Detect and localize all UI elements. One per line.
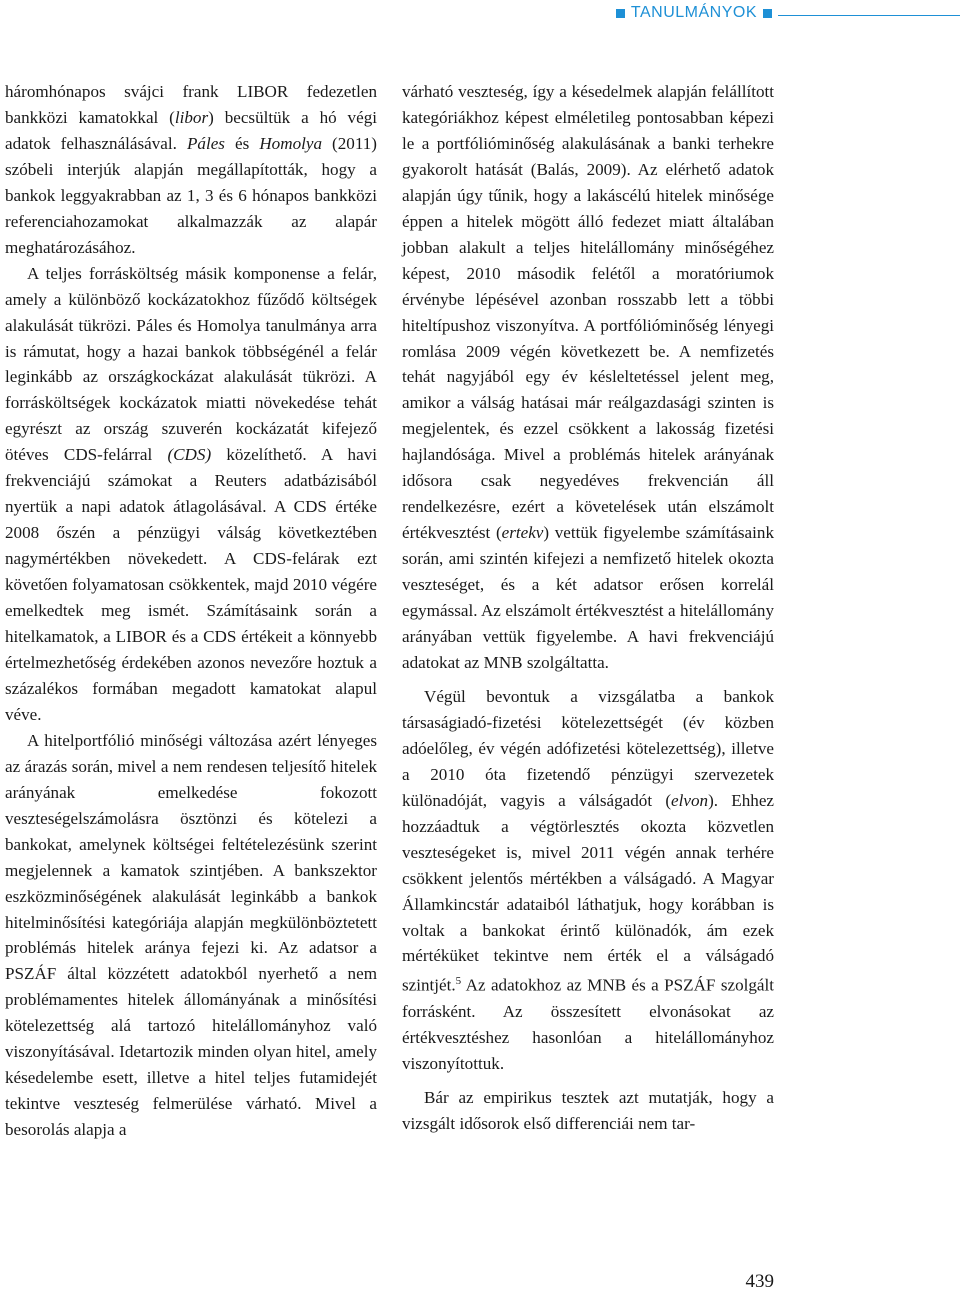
italic-term: Homolya [259, 133, 322, 153]
page-number: 439 [745, 1271, 774, 1292]
left-column [5, 79, 377, 1143]
text-segment: várható veszteség, így a késedelmek alapján felállított kategóriákhoz képest elméletileg pontosabban képezi le a portfólióminőség alakulásának a banki terhekre gyakorolt hatását (Balás, 2009). Az elérhető adatok alapján úgy tűnik, hogy a lakáscélú hitelek minősége éppen a hitelek mögött álló fedezet miatt általában jobban alakult a teljes hitelállomány minőségéhez képest, 2010 második felétől a moratóriumok érvénybe lépésével azonban rosszabb lett a többi hiteltípushoz viszonyítva. A portfólióminőség lényegi romlása 2009 végén következett be. A nemfizetés tehát nagyjából egy év késleltetéssel jelent meg, amikor a válság hatásai már reálgazdasági szinten is megjelentek, és ezzel csökkent a lakosság fizetési hajlandósága. Mivel a problémás hitelek arányának idősora csak negyedéves frekvencián áll rendelkezésre, ezért a követelések után elszámolt értékvesztést ( [402, 82, 774, 543]
paragraph [402, 1085, 774, 1137]
paragraph [5, 261, 377, 728]
text-segment: háromhónapos svájci frank LIBOR fedezetlen bankközi kamatokkal ( [5, 82, 377, 127]
header-square-right-icon [763, 9, 772, 18]
text-segment: Bár az empirikus tesztek azt mutatják, hogy a vizsgált idősorok első differenciái nem tar- [402, 1087, 774, 1133]
text-segment: A hitelportfólió minőségi változása azért lényeges az árazás során, mivel a nem rendesen teljesítő hitelek arányának emelkedése fokozott veszteségelszámolásra ösztönzi és kötelezi a bankokat, amelynek költségei feltételezésünk szerint megjelennek a kamatok szintjében. A bankszektor eszközminőségének alakulását leginkább a bankok hitelminősítési kategóriája alapján megkülönböztetett problémás hitelek aránya fejezi ki. Az adatsor a PSZÁF által közzétett adatokból nyerhető a nem problémamentes hitelek állományának a minősítési kötelezettség alá tartozó hitelállományhoz való viszonyításával. Idetartozik minden olyan hitel, amely késedelembe esett, illetve a hitel teljes futamidejét tekintve veszteség felmerülése várható. Mivel a besorolás alapja a [5, 730, 377, 1140]
text-segment: és [224, 133, 260, 153]
paragraph [402, 79, 774, 676]
text-segment: Végül bevontuk a vizsgálatba a bankok társaságiadó-fizetési kötelezettségét (év közben adóelőleg, év végén adófizetési kötelezettség), illetve a 2010 óta fizetendő pénzügyi szervezetek különadóját, vagyis a válságadót ( [402, 686, 774, 810]
text-segment: A teljes forrásköltség másik komponense a felár, amely a különböző kockázatokhoz fűződő költségek alakulását tükrözi. Páles és Homolya tanulmánya arra is rámutat, hogy a hazai bankok többségénél a felár leginkább az országkockázat alakulását tükrözi. A forrásköltségek kockázatok miatti növekedése tehát egyrészt az ország szuverén kockázatát kifejező ötéves CDS-felárral [5, 263, 377, 465]
italic-term: libor [174, 107, 209, 127]
running-header [616, 4, 772, 22]
paragraph [5, 79, 377, 261]
italic-term: elvon [671, 790, 709, 810]
text-segment: ). Ehhez hozzáadtuk a végtörlesztés okozta közvetlen veszteségeket is, mivel 2011 végén annak terhére csökkent jelentős mértékben a válságadó. A Magyar Államkincstár adataiból láthatjuk, hogy korábban is voltak a bankokat érintő különadók, ám ezek mértéküket tekintve nem érték el a válságadó szintjét. [402, 790, 774, 996]
header-rule [778, 15, 960, 16]
italic-term: Páles [186, 133, 225, 153]
text-segment: közelíthető. A havi frekvenciájú számokat a Reuters adatbázisából nyertük a napi adatok átlagolásával. A CDS értéke 2008 őszén a pénzügyi válság következtében nagymértékben növekedett. A CDS-felárak ezt követően folyamatosan csökkentek, majd 2010 végére emelkedtek meg ismét. Számításaink során a hitelkamatok, a LIBOR és a CDS értékeit a könnyebb értelmezhetőség érdekében azonos nevezőre hoztuk a százalékos formában megadott kamatokat alapul véve. [5, 445, 377, 724]
italic-term: ertekv [501, 523, 544, 543]
paragraph [5, 728, 377, 1143]
paragraph [402, 684, 774, 1077]
text-segment: Az adatokhoz az MNB és a PSZÁF szolgált forrásként. Az összesített elvonásokat az értékvesztéshez hasonlóan a hitelállományhoz viszonyítottuk. [402, 976, 774, 1073]
text-segment: (2011) szóbeli interjúk alapján megállapították, hogy a bankok leggyakrabban az 1, 3 és 6 hónapos bankközi referenciahozamokat alkalmazzák az alapár meghatározásához. [5, 133, 377, 257]
text-segment: ) vettük figyelembe számításaink során, ami szintén kifejezi a nemfizető hitelek okozta veszteséget, és a két adatsor erősen korrelál egymással. Az elszámolt értékvesztést a hitelállomány arányában vettük figyelembe. A havi frekvenciájú adatokat az MNB szolgáltatta. [402, 523, 774, 672]
section-label: TANULMÁNYOK [630, 4, 757, 21]
right-column [402, 79, 774, 1137]
header-square-left-icon [616, 9, 625, 18]
footnote-marker: 5 [455, 975, 462, 988]
text-segment: ) becsültük a hó végi adatok felhasználásával. [5, 107, 377, 153]
italic-term: (CDS) [167, 445, 212, 465]
